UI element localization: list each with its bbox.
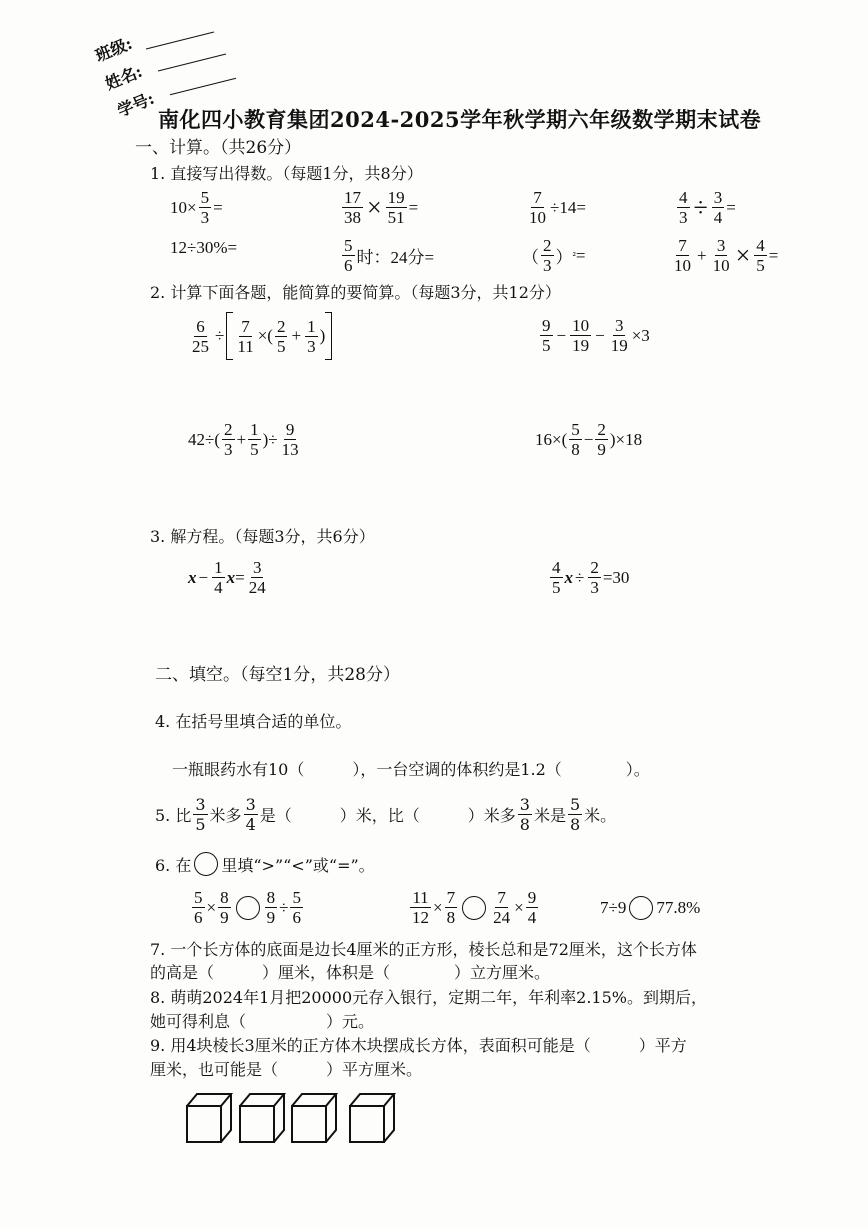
numerator: 3 — [252, 558, 262, 577]
denominator: 5 — [756, 256, 765, 275]
fraction — [410, 888, 431, 927]
numerator: 7 — [241, 316, 250, 336]
paren: ) — [319, 326, 326, 345]
numerator: 5 — [200, 188, 210, 207]
cube-icon — [290, 1092, 338, 1144]
fraction — [342, 236, 355, 275]
numerator: 4 — [679, 188, 688, 207]
expr-text: 12÷30%= — [170, 238, 238, 257]
denominator: 24 — [493, 908, 511, 927]
fraction — [386, 188, 407, 227]
class-label: 班级: — [92, 33, 135, 66]
q1-expr-1 — [170, 188, 223, 227]
fraction — [244, 795, 258, 834]
fraction — [491, 888, 512, 927]
q4-line: 一瓶眼药水有10（ ），一台空调的体积约是1.2（ ）。 — [172, 760, 650, 779]
expr-text: = — [575, 245, 586, 265]
numerator: 3 — [716, 236, 726, 255]
fraction — [570, 316, 591, 355]
denominator: 4 — [214, 578, 223, 597]
exponent: ² — [572, 249, 576, 262]
fraction — [248, 420, 261, 459]
operator: × — [433, 897, 443, 917]
expr-text: 10× — [170, 197, 197, 217]
expr-text: =30 — [602, 567, 630, 587]
operator: = — [235, 567, 245, 587]
denominator: 8 — [446, 908, 456, 927]
q9-line-2: 厘米，也可能是（ ）平方厘米。 — [150, 1060, 423, 1079]
expr-text: 米多 — [209, 806, 242, 825]
denominator: 6 — [344, 256, 353, 275]
denominator: 6 — [194, 908, 203, 927]
denominator: 5 — [195, 815, 206, 834]
id-label: 学号: — [114, 88, 157, 121]
expr-text: 米是 — [533, 806, 566, 825]
fraction — [541, 236, 554, 275]
numerator: 3 — [195, 795, 206, 814]
fraction — [672, 236, 693, 275]
fraction — [305, 317, 318, 356]
expr-text: 时：24分= — [356, 248, 435, 267]
part1-heading: 一、计算。（共26分） — [135, 138, 302, 158]
expr-text: 16×( — [535, 429, 568, 449]
numerator: 1 — [307, 316, 316, 336]
numerator: 8 — [220, 888, 229, 907]
denominator: 19 — [610, 336, 628, 355]
denominator: 9 — [220, 908, 229, 927]
part2-heading: 二、填空。（每空1分，共28分） — [155, 665, 400, 685]
expr-text: ÷14= — [550, 197, 586, 217]
fraction — [595, 420, 608, 459]
operator: ×3 — [631, 325, 650, 345]
numerator: 1 — [214, 558, 223, 577]
name-blank[interactable] — [158, 54, 226, 72]
exam-title: 南化四小教育集团2024-2025学年秋学期六年级数学期末试卷 — [158, 107, 762, 132]
q1-expr-4 — [675, 188, 736, 227]
numerator: 9 — [527, 888, 537, 907]
numerator: 7 — [446, 888, 456, 907]
operator: × — [206, 897, 217, 917]
paren: ） — [555, 248, 573, 267]
denominator: 13 — [281, 440, 299, 459]
denominator: 25 — [192, 336, 209, 356]
expr-text: 7÷9 — [600, 898, 627, 917]
numerator: 3 — [713, 188, 723, 207]
q3-expr-1 — [188, 558, 270, 597]
numerator: 2 — [543, 236, 552, 255]
expr-text: 5. 比 — [155, 806, 192, 825]
q6-compare-1 — [190, 888, 305, 927]
variable: x — [564, 567, 573, 587]
fraction — [677, 188, 690, 227]
q6-compare-2 — [408, 888, 540, 927]
operator: + — [291, 326, 302, 345]
variable: x — [188, 567, 197, 587]
fraction — [275, 317, 288, 356]
denominator: 9 — [597, 440, 606, 459]
fraction — [193, 795, 207, 834]
compare-circle[interactable] — [236, 896, 260, 920]
denominator: 10 — [712, 256, 730, 275]
numerator: 19 — [387, 188, 405, 207]
operator: ÷ — [215, 326, 225, 345]
numerator: 5 — [571, 420, 580, 439]
q4-text: 4. 在括号里填合适的单位。 — [155, 712, 352, 731]
operator: × — [735, 240, 751, 270]
numerator: 4 — [756, 236, 765, 255]
denominator: 8 — [519, 815, 530, 834]
q9-line-1: 9. 用4块棱长3厘米的正方体木块摆成长方体，表面积可能是（ ）平方 — [150, 1036, 687, 1055]
class-blank[interactable] — [146, 32, 214, 50]
numerator: 2 — [597, 420, 606, 439]
fraction — [569, 420, 582, 459]
numerator: 5 — [344, 236, 353, 255]
numerator: 7 — [533, 188, 542, 207]
denominator: 10 — [529, 208, 546, 227]
cube-icon — [185, 1092, 233, 1144]
denominator: 3 — [200, 208, 210, 227]
expr-text: 米。 — [584, 806, 617, 825]
numerator: 2 — [590, 558, 599, 577]
compare-circle[interactable] — [629, 896, 653, 920]
fraction — [199, 188, 212, 227]
operator: ÷ — [693, 192, 708, 222]
denominator: 51 — [387, 208, 405, 227]
numerator: 11 — [412, 888, 429, 907]
fraction — [527, 188, 548, 227]
paren: （ — [522, 248, 539, 267]
q5-line — [155, 795, 616, 834]
expr-text: = — [768, 245, 779, 265]
q1-text: 1. 直接写出得数。（每题1分，共8分） — [150, 164, 423, 183]
operator: ÷ — [279, 897, 289, 917]
operator: − — [595, 325, 605, 345]
denominator: 9 — [266, 908, 276, 927]
fraction — [518, 795, 532, 834]
fraction — [192, 888, 205, 927]
numerator: 17 — [344, 188, 361, 207]
operator: )÷ — [262, 429, 278, 449]
left-bracket — [226, 312, 233, 360]
expr-text: 6. 在 — [155, 855, 192, 875]
denominator: 3 — [543, 256, 552, 275]
denominator: 8 — [571, 440, 580, 459]
expr-text: 42÷( — [188, 429, 220, 449]
q8-line-2: 她可得利息（ ）元。 — [150, 1012, 375, 1031]
q2-expr-1 — [188, 312, 332, 360]
fraction — [190, 317, 211, 356]
fraction — [711, 236, 732, 275]
fraction — [342, 188, 363, 227]
q1-expr-6 — [340, 236, 434, 275]
denominator: 24 — [248, 578, 266, 597]
q1-expr-2 — [340, 188, 418, 227]
denominator: 10 — [674, 256, 691, 275]
numerator: 6 — [196, 316, 205, 336]
fraction — [588, 558, 601, 597]
numerator: 7 — [678, 236, 687, 255]
q2-text: 2. 计算下面各题，能简算的要简算。（每题3分，共12分） — [150, 283, 561, 302]
numerator: 2 — [224, 420, 233, 439]
denominator: 4 — [245, 815, 256, 834]
numerator: 5 — [194, 888, 203, 907]
denominator: 12 — [412, 908, 429, 927]
denominator: 3 — [590, 578, 599, 597]
id-blank[interactable] — [170, 78, 236, 95]
q2-expr-4 — [535, 420, 642, 459]
denominator: 3 — [679, 208, 688, 227]
q1-expr-3 — [525, 188, 586, 227]
q3-text: 3. 解方程。（每题3分，共6分） — [150, 527, 375, 546]
denominator: 11 — [237, 336, 254, 356]
denominator: 4 — [527, 908, 537, 927]
fraction — [280, 420, 301, 459]
q6-compare-3 — [600, 896, 700, 920]
fraction — [712, 188, 725, 227]
denominator: 5 — [276, 336, 286, 356]
operator: ×( — [257, 326, 273, 345]
cube-icon — [348, 1092, 396, 1144]
q1-expr-8 — [670, 236, 778, 275]
denominator: 5 — [542, 336, 551, 355]
numerator: 5 — [292, 888, 301, 907]
compare-circle[interactable] — [462, 896, 486, 920]
fraction — [265, 888, 278, 927]
q3-expr-2 — [548, 558, 629, 597]
expr-text: = — [213, 197, 223, 217]
operator: × — [514, 897, 524, 917]
fraction — [212, 558, 225, 597]
numerator: 3 — [519, 795, 530, 814]
fraction — [222, 420, 235, 459]
numerator: 9 — [542, 316, 551, 335]
fraction — [290, 888, 303, 927]
expr-text: 里填“>”“<”或“=”。 — [221, 855, 375, 875]
denominator: 3 — [307, 336, 316, 356]
expr-text: 77.8% — [656, 898, 701, 917]
fraction — [235, 317, 255, 356]
circle-icon — [194, 852, 218, 876]
operator: + — [236, 429, 247, 449]
fraction — [754, 236, 767, 275]
fraction — [445, 888, 458, 927]
q6-text — [155, 852, 375, 876]
numerator: 8 — [266, 888, 276, 907]
variable: x — [226, 567, 236, 587]
right-bracket — [325, 312, 332, 360]
expr-text: = — [408, 197, 419, 217]
expr-text: = — [726, 197, 736, 217]
q8-line-1: 8. 萌萌2024年1月把20000元存入银行，定期二年，年利率2.15%。到期后， — [150, 988, 707, 1007]
q7-line-1: 7. 一个长方体的底面是边长4厘米的正方形，棱长总和是72厘米，这个长方体 — [150, 940, 697, 959]
denominator: 5 — [552, 578, 561, 597]
operator: )×18 — [609, 429, 643, 449]
numerator: 10 — [572, 316, 590, 335]
fraction — [540, 316, 553, 355]
expr-text: 是（ ）米，比（ ）米多 — [259, 806, 516, 825]
numerator: 7 — [497, 888, 506, 907]
numerator: 1 — [250, 420, 259, 439]
operator: ÷ — [575, 567, 585, 587]
q1-expr-5 — [170, 238, 237, 258]
q2-expr-2 — [538, 316, 650, 355]
operator: + — [697, 245, 707, 265]
denominator: 6 — [292, 908, 301, 927]
fraction — [218, 888, 231, 927]
denominator: 3 — [224, 440, 233, 459]
q2-expr-3 — [188, 420, 303, 459]
operator: × — [367, 192, 382, 222]
cube-icon — [238, 1092, 286, 1144]
operator: − — [556, 325, 567, 345]
numerator: 4 — [552, 558, 561, 577]
denominator: 8 — [569, 815, 581, 834]
fraction — [609, 316, 630, 355]
numerator: 3 — [614, 316, 624, 335]
fraction — [568, 795, 582, 834]
fraction — [247, 558, 268, 597]
fraction — [550, 558, 563, 597]
numerator: 9 — [285, 420, 295, 439]
numerator: 3 — [245, 795, 256, 814]
numerator: 5 — [569, 795, 581, 814]
name-label: 姓名: — [102, 61, 145, 94]
operator: − — [198, 567, 209, 587]
q1-expr-7 — [522, 236, 585, 275]
denominator: 5 — [250, 440, 259, 459]
denominator: 4 — [713, 208, 723, 227]
denominator: 19 — [572, 336, 590, 355]
q7-line-2: 的高是（ ）厘米，体积是（ ）立方厘米。 — [150, 963, 551, 982]
operator: − — [583, 429, 594, 449]
numerator: 2 — [276, 316, 286, 336]
denominator: 38 — [344, 208, 361, 227]
fraction — [526, 888, 539, 927]
